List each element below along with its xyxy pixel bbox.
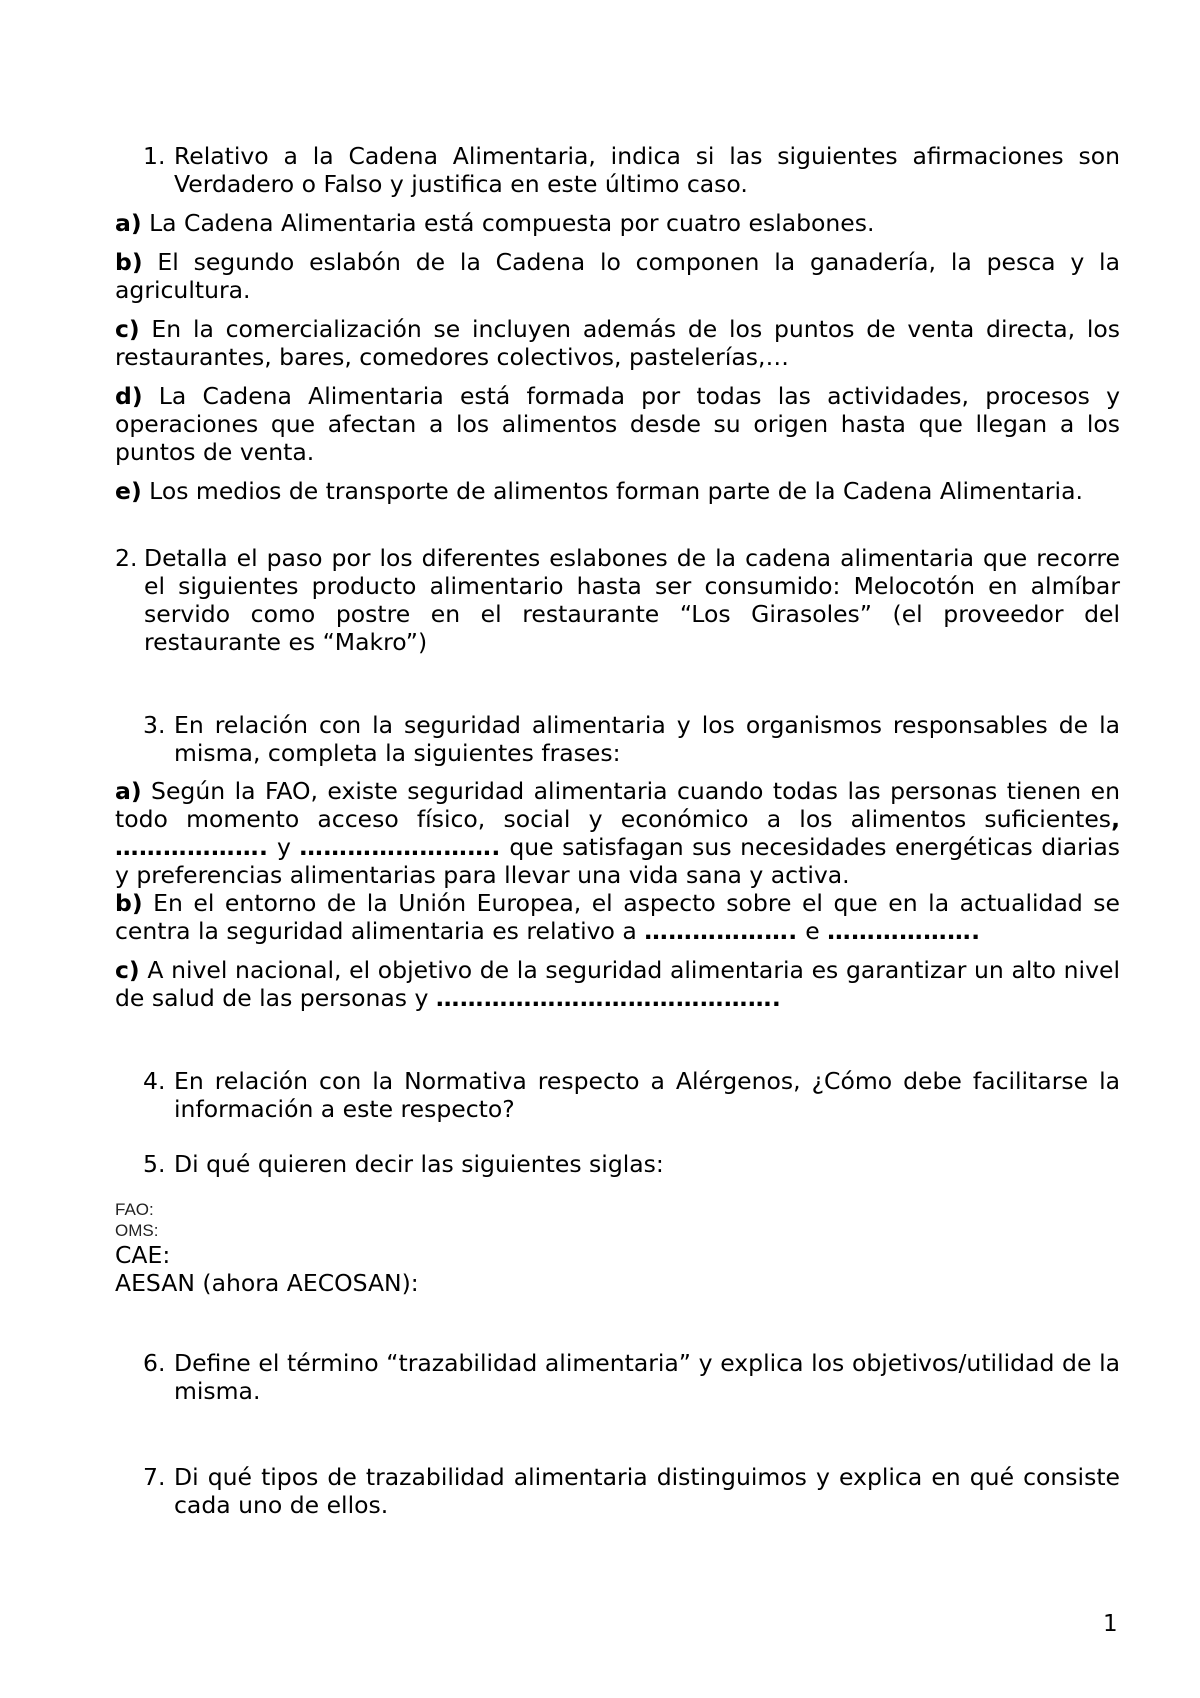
question-7 (115, 1463, 1120, 1519)
question-1 (115, 142, 1120, 198)
question-3 (115, 711, 1120, 767)
question-number: 5. (143, 1150, 166, 1178)
acronym-cae: CAE: (115, 1241, 171, 1269)
acronym-fao: FAO: (115, 1200, 154, 1219)
question-4 (115, 1067, 1120, 1123)
question-text: Detalla el paso por los diferentes eslabones de la cadena alimentaria que recorre el siguientes producto alimentario hasta ser consumido: Melocotón en almíbar servido como postre en el restaurante “Los Girasoles” (el proveedor del restaurante es “Makro”) (144, 544, 1120, 656)
question-number: 1. (143, 142, 166, 170)
sentence-b: b) En el entorno de la Unión Europea, el aspecto sobre el que en la actualidad se centra la seguridad alimentaria es relativo a ………………. e ………………. (115, 889, 1120, 945)
question-5 (115, 1150, 1120, 1178)
page-number: 1 (1103, 1611, 1118, 1637)
blank-line: ………………. (827, 917, 981, 945)
blank-line: ………………. (644, 917, 798, 945)
document-page (115, 142, 1120, 1519)
statement-e: e) Los medios de transporte de alimentos forman parte de la Cadena Alimentaria. (115, 477, 1083, 505)
question-number: 7. (143, 1463, 166, 1491)
question-text: Relativo a la Cadena Alimentaria, indica si las siguientes afirmaciones son Verdadero o Falso y justifica en este último caso. (174, 142, 1120, 198)
blank-line: ……………………. (299, 833, 501, 861)
question-text: En relación con la seguridad alimentaria y los organismos responsables de la misma, completa la siguientes frases: (174, 711, 1120, 767)
statement-a: a) La Cadena Alimentaria está compuesta por cuatro eslabones. (115, 209, 875, 237)
blank-line: ……………………………………. (435, 984, 782, 1012)
sentence-a: a) Según la FAO, existe seguridad alimentaria cuando todas las personas tienen en todo momento acceso físico, social y económico a los alimentos suficientes, ………………. y ……………………. que satisfagan sus necesidades energéticas diarias y preferencias alimentarias para llevar una vida sana y activa. (115, 777, 1120, 889)
statement-c: c) En la comercialización se incluyen además de los puntos de venta directa, los restaurantes, bares, comedores colectivos, pastelerías,… (115, 315, 1120, 371)
sentence-c: c) A nivel nacional, el objetivo de la seguridad alimentaria es garantizar un alto nivel de salud de las personas y ……………………………………. (115, 956, 1120, 1012)
question-number: 4. (143, 1067, 166, 1095)
blank-line: ………………. (115, 833, 269, 861)
statement-b: b) El segundo eslabón de la Cadena lo componen la ganadería, la pesca y la agricultura. (115, 248, 1120, 304)
acronym-aesan: AESAN (ahora AECOSAN): (115, 1269, 419, 1297)
question-2 (115, 544, 1120, 656)
statement-d: d) La Cadena Alimentaria está formada por todas las actividades, procesos y operaciones que afectan a los alimentos desde su origen hasta que llegan a los puntos de venta. (115, 382, 1120, 466)
acronym-oms: OMS: (115, 1221, 159, 1240)
question-text: Di qué tipos de trazabilidad alimentaria distinguimos y explica en qué consiste cada uno de ellos. (174, 1463, 1120, 1519)
question-6 (115, 1349, 1120, 1405)
question-number: 3. (143, 711, 166, 739)
question-number: 2. (115, 544, 138, 572)
question-text: En relación con la Normativa respecto a Alérgenos, ¿Cómo debe facilitarse la información a este respecto? (174, 1067, 1120, 1123)
question-number: 6. (143, 1349, 166, 1377)
question-text: Di qué quieren decir las siguientes siglas: (174, 1150, 664, 1178)
question-text: Define el término “trazabilidad alimentaria” y explica los objetivos/utilidad de la misma. (174, 1349, 1120, 1405)
